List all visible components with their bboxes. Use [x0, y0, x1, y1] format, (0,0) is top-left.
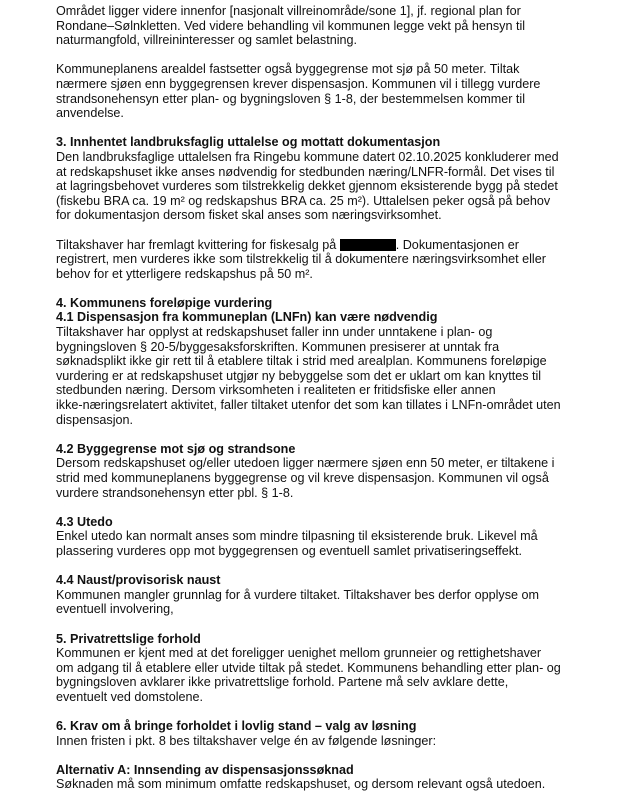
blank-line	[56, 748, 616, 763]
text-line	[56, 208, 616, 223]
line-text: eventuelt ved domstolene.	[56, 689, 204, 704]
text-line	[56, 150, 616, 165]
text-line	[56, 602, 616, 617]
line-text: 6. Krav om å bringe forholdet i lovlig stand – valg av løsning	[56, 719, 417, 734]
blank-line	[56, 223, 616, 238]
blank-line	[56, 559, 616, 574]
line-text: 4.4 Naust/provisorisk naust	[56, 573, 221, 588]
line-text: om adgang til å etablere eller utvide tiltak på stedet. Kommunens behandling etter plan- og	[56, 660, 561, 675]
text-line	[56, 471, 616, 486]
text-line	[56, 4, 616, 19]
line-text: (fiskebu BRA ca. 19 m² og redskapshus BRA ca. 25 m²). Uttalelsen peker også på behov	[56, 193, 551, 208]
section-heading	[56, 135, 616, 150]
text-line	[56, 413, 616, 428]
text-line	[56, 383, 616, 398]
line-text: registrert, men vurderes ikke som tilstrekkelig til å dokumentere næringsvirksomhet eller	[56, 252, 546, 267]
text-line	[56, 179, 616, 194]
line-text: Kommunen er kjent med at det foreligger uenighet mellom grunneier og rettighetshaver	[56, 646, 542, 661]
line-text: 4. Kommunens foreløpige vurdering	[56, 295, 273, 310]
line-text: Innen fristen i pkt. 8 bes tiltakshaver velge én av følgende løsninger:	[56, 733, 437, 748]
line-text: ikke-næringsrelatert aktivitet, faller tiltaket utenfor det som kan tillates i LNFn-området uten	[56, 398, 561, 413]
text-line	[56, 690, 616, 705]
text-line	[56, 456, 616, 471]
redaction-box	[340, 239, 396, 251]
text-line	[56, 588, 616, 603]
line-text: Alternativ A: Innsending av dispensasjonssøknad	[56, 762, 354, 777]
section-heading	[56, 632, 616, 647]
section-heading	[56, 573, 616, 588]
text-line	[56, 62, 616, 77]
text-line	[56, 267, 616, 282]
line-text: Dersom redskapshuset og/eller utedoen ligger nærmere sjøen enn 50 meter, er tiltakene i	[56, 456, 555, 471]
line-text: plassering vurderes opp mot byggegrensen og eventuell samlet privatiseringseffekt.	[56, 543, 522, 558]
line-text: at redskapshuset ikke anses nødvendig for stedbunden næring/LNFR-formål. Det vises til	[56, 164, 555, 179]
line-text: Kommunen mangler grunnlag for å vurdere tiltaket. Tiltakshaver bes derfor opplyse om	[56, 587, 540, 602]
text-line	[56, 77, 616, 92]
line-text: Den landbruksfaglige uttalelsen fra Ringebu kommune datert 02.10.2025 konkluderer med	[56, 149, 559, 164]
text-line	[56, 354, 616, 369]
line-text: behov for et ytterligere redskapshus på 50 m².	[56, 266, 313, 281]
blank-line	[56, 281, 616, 296]
text-line	[56, 19, 616, 34]
text-line	[56, 777, 616, 792]
text-line	[56, 340, 616, 355]
text-line	[56, 646, 616, 661]
line-text: strandsonehensyn etter plan- og bygningsloven § 1-8, der bestemmelsen kommer til	[56, 91, 526, 106]
line-text: Tiltakshaver har fremlagt kvittering for fiskesalg på	[56, 237, 340, 252]
line-text: søknadsplikt ikke gir rett til å etablere tiltak i strid med arealplan. Kommunens foreløpige	[56, 354, 547, 369]
line-text: at lagringsbehovet vurderes som tilstrekkelig dekket gjennom eksisterende bygg på stedet	[56, 179, 558, 194]
line-text: bygningsloven § 20-5/byggesaksforskriften. Kommunen presiserer at unntak fra	[56, 339, 500, 354]
line-text: dispensasjon.	[56, 412, 134, 427]
line-text: vurdering er at redskapshuset utgjør ny bebyggelse som det er uklart om kan knyttes til	[56, 368, 542, 383]
text-line	[56, 238, 616, 253]
line-text: Søknaden må som minimum omfatte redskapshuset, og dersom relevant også utedoen.	[56, 777, 546, 792]
text-line	[56, 92, 616, 107]
text-line	[56, 325, 616, 340]
text-line	[56, 529, 616, 544]
line-text: stedbunden næring. Dersom virksomheten i realiteten er fritidsfiske eller annen	[56, 383, 496, 398]
blank-line	[56, 500, 616, 515]
section-heading	[56, 763, 616, 778]
line-text: 4.3 Utedo	[56, 514, 113, 529]
text-line	[56, 661, 616, 676]
blank-line	[56, 121, 616, 136]
line-text: vurdere strandsonehensyn etter pbl. § 1-8.	[56, 485, 294, 500]
text-line	[56, 398, 616, 413]
section-heading	[56, 515, 616, 530]
line-text: nærmere sjøen enn byggegrensen krever dispensasjon. Kommunen vil i tillegg vurdere	[56, 76, 541, 91]
text-line	[56, 369, 616, 384]
line-text: strid med kommuneplanens byggegrense og vil kreve dispensasjon. Kommunen vil også	[56, 471, 549, 485]
line-text-after-redaction: . Dokumentasjonen er	[395, 237, 519, 252]
text-line	[56, 106, 616, 121]
line-text: 3. Innhentet landbruksfaglig uttalelse og mottatt dokumentasjon	[56, 135, 441, 150]
line-text: for dokumentasjon dersom fisket skal anses som næringsvirksomhet.	[56, 208, 442, 223]
section-heading	[56, 719, 616, 734]
blank-line	[56, 617, 616, 632]
line-text: naturmangfold, villreininteresser og samlet belastning.	[56, 33, 358, 48]
section-heading	[56, 296, 616, 311]
line-text: 4.2 Byggegrense mot sjø og strandsone	[56, 441, 296, 456]
line-text: 5. Privatrettslige forhold	[56, 631, 201, 646]
text-line	[56, 165, 616, 180]
blank-line	[56, 48, 616, 63]
text-line	[56, 33, 616, 48]
text-line	[56, 486, 616, 501]
line-text: eventuell involvering,	[56, 602, 174, 617]
text-line	[56, 194, 616, 209]
document-page	[56, 4, 616, 792]
line-text: anvendelse.	[56, 106, 124, 121]
line-text: Rondane–Sølnkletten. Ved videre behandling vil kommunen legge vekt på hensyn til	[56, 18, 526, 33]
text-line	[56, 734, 616, 749]
line-text: bygningsloven avklarer ikke privatrettslige forhold. Partene må selv avklare dette,	[56, 675, 509, 690]
line-text: Kommuneplanens arealdel fastsetter også byggegrense mot sjø på 50 meter. Tiltak	[56, 62, 520, 77]
text-line	[56, 544, 616, 559]
section-heading	[56, 310, 616, 325]
blank-line	[56, 427, 616, 442]
text-line	[56, 675, 616, 690]
line-text: Området ligger videre innenfor [nasjonalt villreinområde/sone 1], jf. regional plan for	[56, 4, 521, 18]
line-text: Tiltakshaver har opplyst at redskapshuset faller inn under unntakene i plan- og	[56, 325, 493, 340]
line-text: Enkel utedo kan normalt anses som mindre tilpasning til eksisterende bruk. Likevel må	[56, 529, 538, 544]
section-heading	[56, 442, 616, 457]
blank-line	[56, 705, 616, 720]
line-text: 4.1 Dispensasjon fra kommuneplan (LNFn) kan være nødvendig	[56, 310, 438, 325]
text-line	[56, 252, 616, 267]
